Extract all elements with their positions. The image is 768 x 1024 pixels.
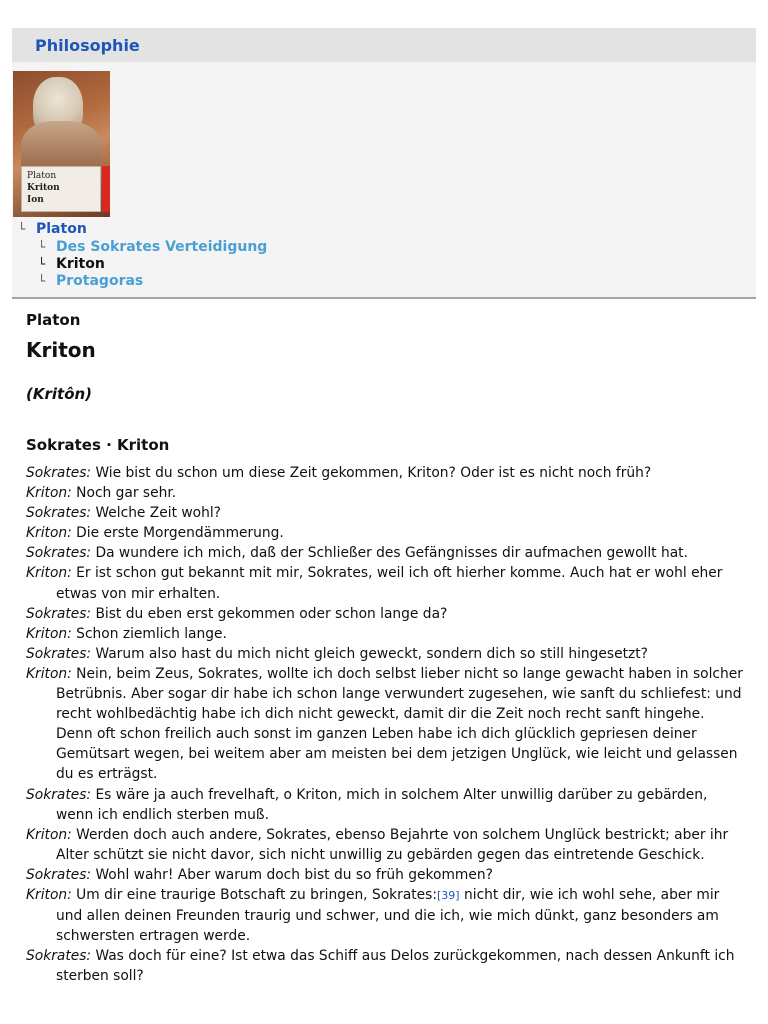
turn-text: Warum also hast du mich nicht gleich geweckt, sondern dich so still hingesetzt? [91,645,648,662]
turn-text: Was doch für eine? Ist etwa das Schiff aus Delos zurückgekommen, nach dessen Ankunft ich sterben soll? [56,948,735,985]
speaker-label: Kriton: [26,665,72,682]
nav-current-item: Kriton [56,256,105,272]
speaker-label: Kriton: [26,565,72,582]
persons-heading: Sokrates · Kriton [26,436,170,454]
turn-text: Schon ziemlich lange. [71,625,227,642]
tree-branch-icon: └ [38,240,46,254]
dialogue-turn [26,483,744,503]
cover-title-2: Ion [27,195,44,205]
nav-root-link[interactable]: Platon [36,221,87,237]
turn-text: Wie bist du schon um diese Zeit gekommen, Kriton? Oder ist es nicht noch früh? [91,465,652,481]
header-bar [12,28,756,62]
page-title: Kriton [26,338,96,362]
turn-text: Werden doch auch andere, Sokrates, ebenso Bejahrte von solchem Unglück bestrickt; aber ihr Alter schützt sie nicht davor, sich nicht unwillig zu gebärden gegen das eintretende Geschick. [56,826,729,863]
turn-text: Bist du eben erst gekommen oder schon lange da? [91,605,448,622]
turn-text: Da wundere ich mich, daß der Schließer des Gefängnisses dir aufmachen gewollt hat. [91,545,688,562]
turn-text: Die erste Morgendämmerung. [71,525,284,542]
dialogue-turn [26,946,744,986]
speaker-label: Sokrates: [26,948,92,965]
turn-text: Um dir eine traurige Botschaft zu bringen, Sokrates: [71,886,438,903]
dialogue-turn [26,624,744,644]
speaker-label: Sokrates: [26,605,92,622]
dialogue-turn [26,644,744,664]
tree-branch-icon: └ [38,274,46,288]
speaker-label: Sokrates: [26,505,92,522]
dialogue-turn [26,604,744,624]
turn-text: Noch gar sehr. [71,485,177,502]
dialogue-turn [26,825,744,865]
footnote-link[interactable]: [39] [437,888,460,902]
speaker-label: Sokrates: [26,545,92,562]
speaker-label: Kriton: [26,485,72,502]
speaker-label: Kriton: [26,525,72,542]
cover-spine [102,166,110,212]
dialogue-turn [26,664,744,785]
turn-text: Wohl wahr! Aber warum doch bist du so früh gekommen? [91,866,493,883]
turn-text: Nein, beim Zeus, Sokrates, wollte ich doch selbst lieber nicht so lange gewacht haben in solcher Betrübnis. Aber sogar dir habe ich schon lange verwundert zugesehen, wie sanft du schliefest: und recht wohlbedächtig habe ich dich nicht geweckt, damit dir die Zeit noch recht sanft hingehe. Denn oft schon freilich auch sonst im ganzen Leben habe ich dich glücklich gepriesen deiner Gemütsart wegen, bei weitem aber am meisten bei dem jetzigen Unglück, wie leicht und gelassen du es erträgst. [56,665,743,783]
turn-text: Er ist schon gut bekannt mit mir, Sokrates, weil ich oft hierher komme. Auch hat er wohl eher etwas von mir erhalten. [56,565,723,602]
turn-text: Welche Zeit wohl? [91,505,222,522]
dialogue-text [26,463,744,986]
dialogue-turn [26,563,744,603]
original-title: (Kritôn) [26,385,93,403]
nav-item-protagoras[interactable] [38,273,143,290]
speaker-label: Sokrates: [26,786,92,803]
cover-title-1: Kriton [27,183,60,193]
tree-branch-icon: └ [18,222,26,236]
dialogue-turn [26,865,744,885]
navigation-panel [12,62,756,299]
cover-label [21,166,101,212]
nav-item-verteidigung[interactable] [38,239,267,256]
dialogue-turn [26,523,744,543]
speaker-label: Kriton: [26,625,72,642]
turn-text: nicht dir, wie ich wohl sehe, aber mir und allen deinen Freunden traurig und schwer, und die ich, wie mich dünkt, ganz besonders am schwersten ertragen werde. [56,886,720,945]
speaker-label: Sokrates: [26,645,92,662]
nav-link[interactable]: Protagoras [56,273,144,289]
dialogue-turn [26,503,744,523]
cover-author: Platon [27,171,57,181]
speaker-label: Kriton: [26,826,72,843]
dialogue-turn [26,785,744,825]
author-heading: Platon [26,311,81,329]
nav-item-root[interactable] [18,221,87,238]
book-cover-image[interactable] [13,71,110,217]
nav-item-kriton [38,256,105,273]
tree-branch-icon: └ [38,257,46,271]
dialogue-turn [26,463,744,483]
speaker-label: Sokrates: [26,866,92,883]
dialogue-turn [26,543,744,563]
site-title[interactable]: Philosophie [35,36,140,55]
speaker-label: Kriton: [26,886,72,903]
nav-link[interactable]: Des Sokrates Verteidigung [56,239,268,255]
speaker-label: Sokrates: [26,465,92,481]
turn-text: Es wäre ja auch frevelhaft, o Kriton, mich in solchem Alter unwillig darüber zu gebärden, wenn ich endlich sterben muß. [56,786,708,823]
dialogue-turn [26,885,744,946]
